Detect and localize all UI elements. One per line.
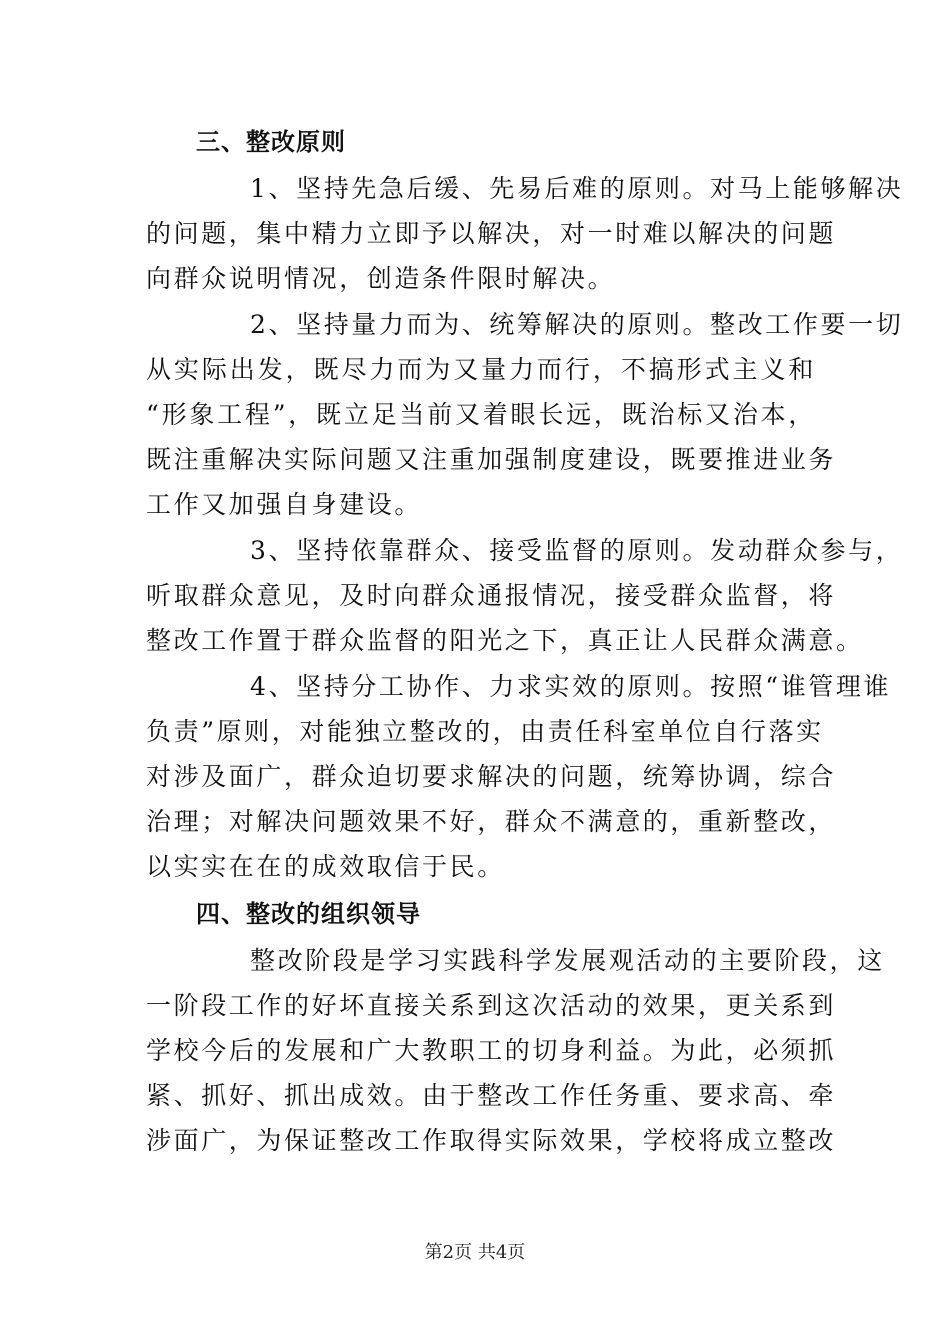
text-line: 向群众说明情况，创造条件限时解决。 bbox=[146, 264, 616, 293]
text-line: 以实实在在的成效取信于民。 bbox=[146, 852, 505, 881]
text-line: 工作又加强自身建设。 bbox=[146, 490, 423, 519]
text-line: 紧、抓好、抓出成效。由于整改工作任务重、要求高、牵 bbox=[146, 1081, 837, 1110]
document-body bbox=[146, 118, 904, 1164]
text-line: 的问题，集中精力立即予以解决，对一时难以解决的问题 bbox=[146, 219, 837, 248]
text-line: 3、坚持依靠群众、接受监督的原则。发动群众参与， bbox=[250, 536, 904, 565]
paragraph-principle-4 bbox=[146, 664, 892, 889]
paragraph-organization bbox=[146, 938, 885, 1163]
text-line: 涉面广，为保证整改工作取得实际效果，学校将成立整改 bbox=[146, 1126, 837, 1155]
text-line: 从实际出发，既尽力而为又量力而行，不搞形式主义和 bbox=[146, 355, 816, 384]
section-heading-organization: 四、整改的组织领导 bbox=[196, 900, 421, 928]
text-line: 听取群众意见，及时向群众通报情况，接受群众监督，将 bbox=[146, 581, 837, 610]
text-line: 整改工作置于群众监督的阳光之下，真正让人民群众满意。 bbox=[146, 626, 864, 655]
text-line: 治理；对解决问题效果不好，群众不满意的，重新整改， bbox=[146, 807, 837, 836]
page-number-footer: 第2页 共4页 bbox=[424, 1242, 526, 1263]
text-line: 负责”原则，对能独立整改的，由责任科室单位自行落实 bbox=[146, 717, 824, 746]
paragraph-principle-2 bbox=[146, 302, 904, 527]
text-line: 整改阶段是学习实践科学发展观活动的主要阶段，这 bbox=[250, 946, 885, 975]
text-line: 学校今后的发展和广大教职工的切身利益。为此，必须抓 bbox=[146, 1036, 837, 1065]
text-line: 既注重解决实际问题又注重加强制度建设，既要推进业务 bbox=[146, 445, 837, 474]
text-line: 4、坚持分工协作、力求实效的原则。按照“谁管理谁 bbox=[250, 672, 892, 701]
paragraph-principle-3 bbox=[146, 528, 904, 663]
text-line: “形象工程”，既立足当前又着眼长远，既治标又治本， bbox=[146, 400, 816, 429]
paragraph-principle-1 bbox=[146, 166, 904, 301]
text-line: 对涉及面广，群众迫切要求解决的问题，统筹协调，综合 bbox=[146, 762, 837, 791]
section-heading-principles: 三、整改原则 bbox=[196, 128, 346, 156]
text-line: 2、坚持量力而为、统筹解决的原则。整改工作要一切 bbox=[250, 310, 904, 339]
text-line: 一阶段工作的好坏直接关系到这次活动的效果，更关系到 bbox=[146, 991, 837, 1020]
text-line: 1、坚持先急后缓、先易后难的原则。对马上能够解决 bbox=[250, 174, 904, 203]
